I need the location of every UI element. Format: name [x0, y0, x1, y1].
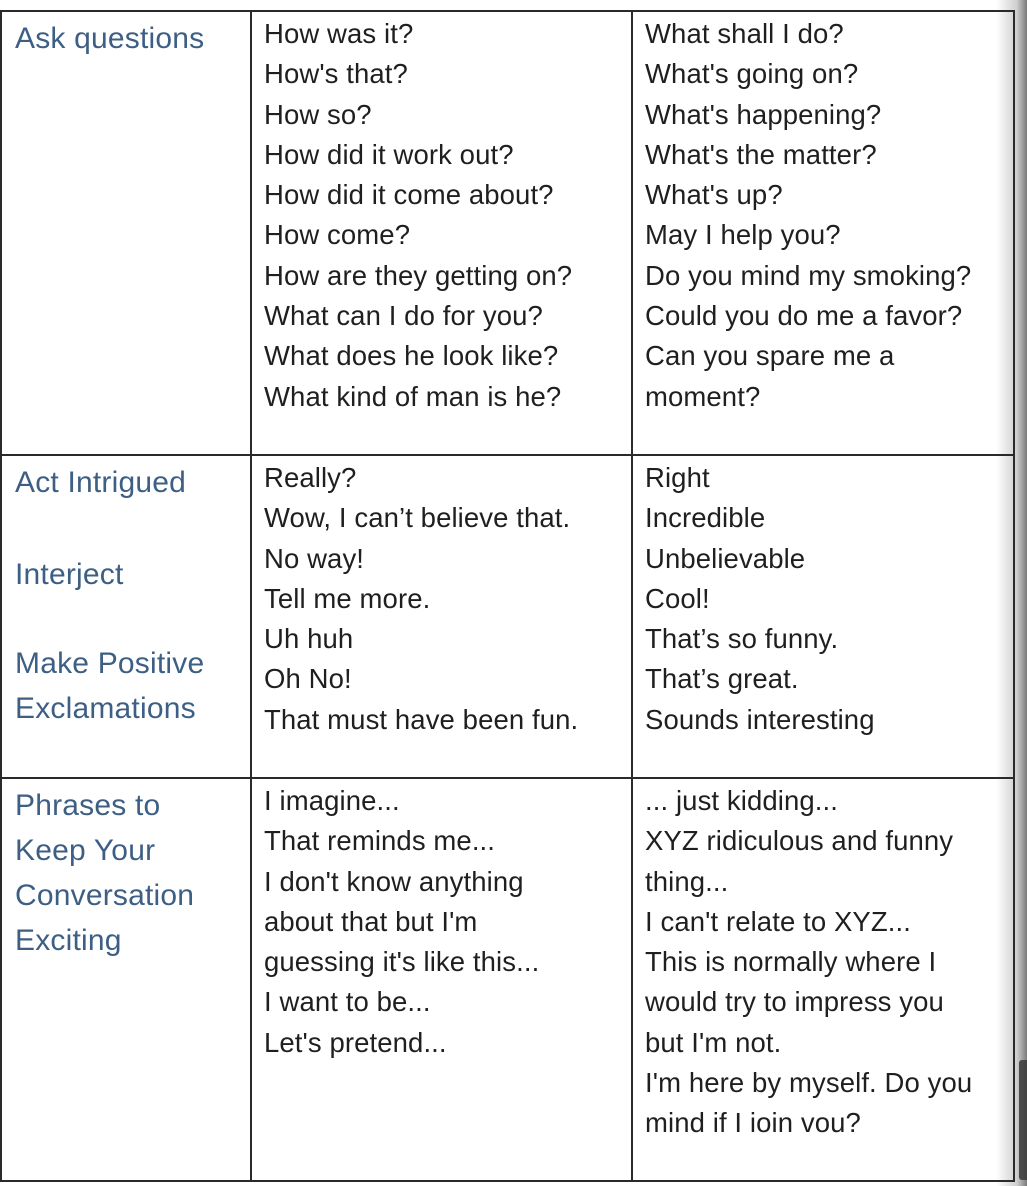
list-item: Unbelievable [645, 542, 806, 574]
list-item: How was it? [264, 18, 414, 49]
list-item: Incredible [645, 502, 766, 534]
phrase-list [264, 781, 631, 1063]
list-item: Really? [264, 462, 357, 493]
table-row-keep-conversation [1, 778, 1014, 1181]
list-item: How come? [264, 219, 411, 251]
list-item: XYZ ridiculous and funny [645, 825, 954, 857]
list-item: What shall I do? [645, 18, 844, 49]
list-item: but I'm not. [645, 1026, 782, 1058]
list-item: What can I do for you? [264, 300, 543, 332]
table-row-reactions [1, 455, 1014, 778]
list-item: Cool! [645, 582, 710, 614]
list-item: That reminds me... [264, 825, 496, 857]
list-item: I'm here by myself. Do you [645, 1067, 973, 1099]
phrase-cell-left [251, 11, 632, 455]
list-item: That’s so funny. [645, 623, 839, 655]
list-item: ... just kidding... [645, 785, 838, 816]
list-item: Could you do me a favor? [645, 300, 963, 332]
category-label-ask-questions: Ask questions [15, 22, 205, 55]
list-item: Uh huh [264, 623, 354, 655]
list-item: How's that? [264, 58, 408, 90]
phrase-list [645, 458, 1013, 740]
category-cell [1, 778, 251, 1181]
list-item: Oh No! [264, 663, 352, 695]
phrase-list [264, 14, 631, 417]
category-cell [1, 11, 251, 455]
phrase-cell-left [251, 455, 632, 778]
list-item: What's happening? [645, 98, 882, 130]
list-item: How did it work out? [264, 138, 514, 170]
list-item: about that but I'm [264, 905, 478, 937]
list-item: How did it come about? [264, 179, 554, 211]
list-item: This is normally where I [645, 946, 937, 978]
category-label-make-positive-exclamations: Make Positive Exclamations [15, 647, 205, 725]
list-item: Sounds interesting [645, 703, 875, 735]
list-item: That’s great. [645, 663, 799, 695]
list-item: Do you mind my smoking? [645, 259, 972, 291]
category-label-act-intrigued: Act Intrigued [15, 466, 187, 499]
list-item: Can you spare me a [645, 340, 895, 372]
table-row-ask-questions [1, 11, 1014, 455]
list-item: I can't relate to XYZ... [645, 905, 911, 937]
list-item: Let's pretend... [264, 1026, 447, 1058]
list-item: May I help you? [645, 219, 841, 251]
list-item: guessing it's like this... [264, 946, 540, 978]
list-item: What does he look like? [264, 340, 559, 372]
list-item: What's the matter? [645, 138, 877, 170]
list-item: Tell me more. [264, 582, 431, 614]
list-item: How are they getting on? [264, 259, 573, 291]
list-item: thing... [645, 865, 729, 897]
list-item: would try to impress you [645, 986, 944, 1018]
phrase-cell-right [632, 778, 1014, 1181]
list-item: What kind of man is he? [264, 380, 562, 412]
phrase-cell-right [632, 455, 1014, 778]
list-item: mind if I ioin vou? [645, 1107, 861, 1139]
list-item: What's up? [645, 179, 783, 211]
scrollbar-edge[interactable] [1019, 1060, 1027, 1180]
list-item: That must have been fun. [264, 703, 579, 735]
category-label-phrases-to-keep-conversation-exciting: Phrases to Keep Your Conversation Exciting [15, 789, 195, 957]
list-item: What's going on? [645, 58, 859, 90]
list-item: I want to be... [264, 986, 431, 1018]
phrase-list [264, 458, 631, 740]
phrase-list [645, 781, 1013, 1144]
list-item: moment? [645, 380, 761, 412]
list-item: Right [645, 462, 710, 493]
phrase-cell-left [251, 778, 632, 1181]
list-item: No way! [264, 542, 365, 574]
list-item: I don't know anything [264, 865, 524, 897]
phrase-table [0, 10, 1015, 1182]
phrase-list [645, 14, 1013, 417]
list-item: I imagine... [264, 785, 400, 816]
phrase-cell-right [632, 11, 1014, 455]
list-item: How so? [264, 98, 372, 130]
category-cell [1, 455, 251, 778]
list-item: Wow, I can’t believe that. [264, 502, 571, 534]
category-label-interject: Interject [15, 558, 124, 591]
